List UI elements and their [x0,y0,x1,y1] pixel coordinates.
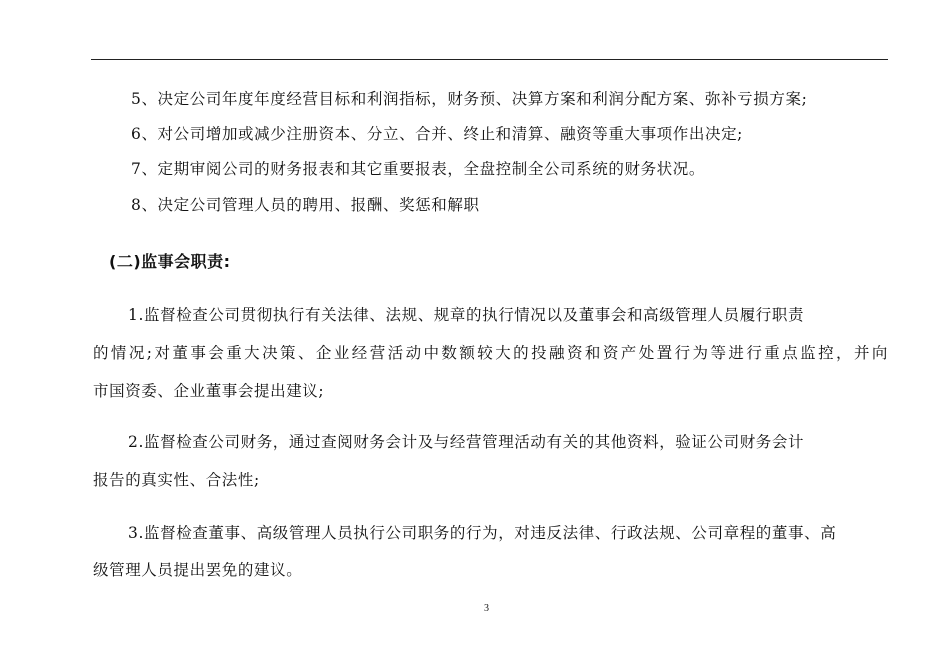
supervisory-item-2-line-2: 报告的真实性、合法性; [93,471,260,489]
board-duty-7: 7、定期审阅公司的财务报表和其它重要报表，全盘控制全公司系统的财务状况。 [131,160,705,178]
header-rule [91,59,888,60]
supervisory-item-3-line-2: 级管理人员提出罢免的建议。 [93,561,303,579]
section-heading-supervisory-board: (二)监事会职责: [109,252,231,271]
board-duty-5: 5、决定公司年度年度经营目标和利润指标，财务预、决算方案和利润分配方案、弥补亏损方案; [131,90,808,108]
supervisory-item-1-line-3: 市国资委、企业董事会提出建议; [93,382,325,400]
supervisory-item-1-line-1: 1.监督检查公司贯彻执行有关法律、法规、规章的执行情况以及董事会和高级管理人员履行职责 [128,306,805,324]
board-duty-8: 8、决定公司管理人员的聘用、报酬、奖惩和解职 [131,196,480,214]
board-duty-6: 6、对公司增加或减少注册资本、分立、合并、终止和清算、融资等重大事项作出决定; [131,125,743,143]
supervisory-item-3-line-1: 3.监督检查董事、高级管理人员执行公司职务的行为，对违反法律、行政法规、公司章程的董事、高 [128,524,837,542]
supervisory-item-2-line-1: 2.监督检查公司财务，通过查阅财务会计及与经营管理活动有关的其他资料，验证公司财务会计 [128,433,805,451]
supervisory-item-1-line-2: 的情况;对董事会重大决策、企业经营活动中数额较大的投融资和资产处置行为等进行重点监控，并向 [93,344,888,362]
page-number: 3 [484,603,489,614]
